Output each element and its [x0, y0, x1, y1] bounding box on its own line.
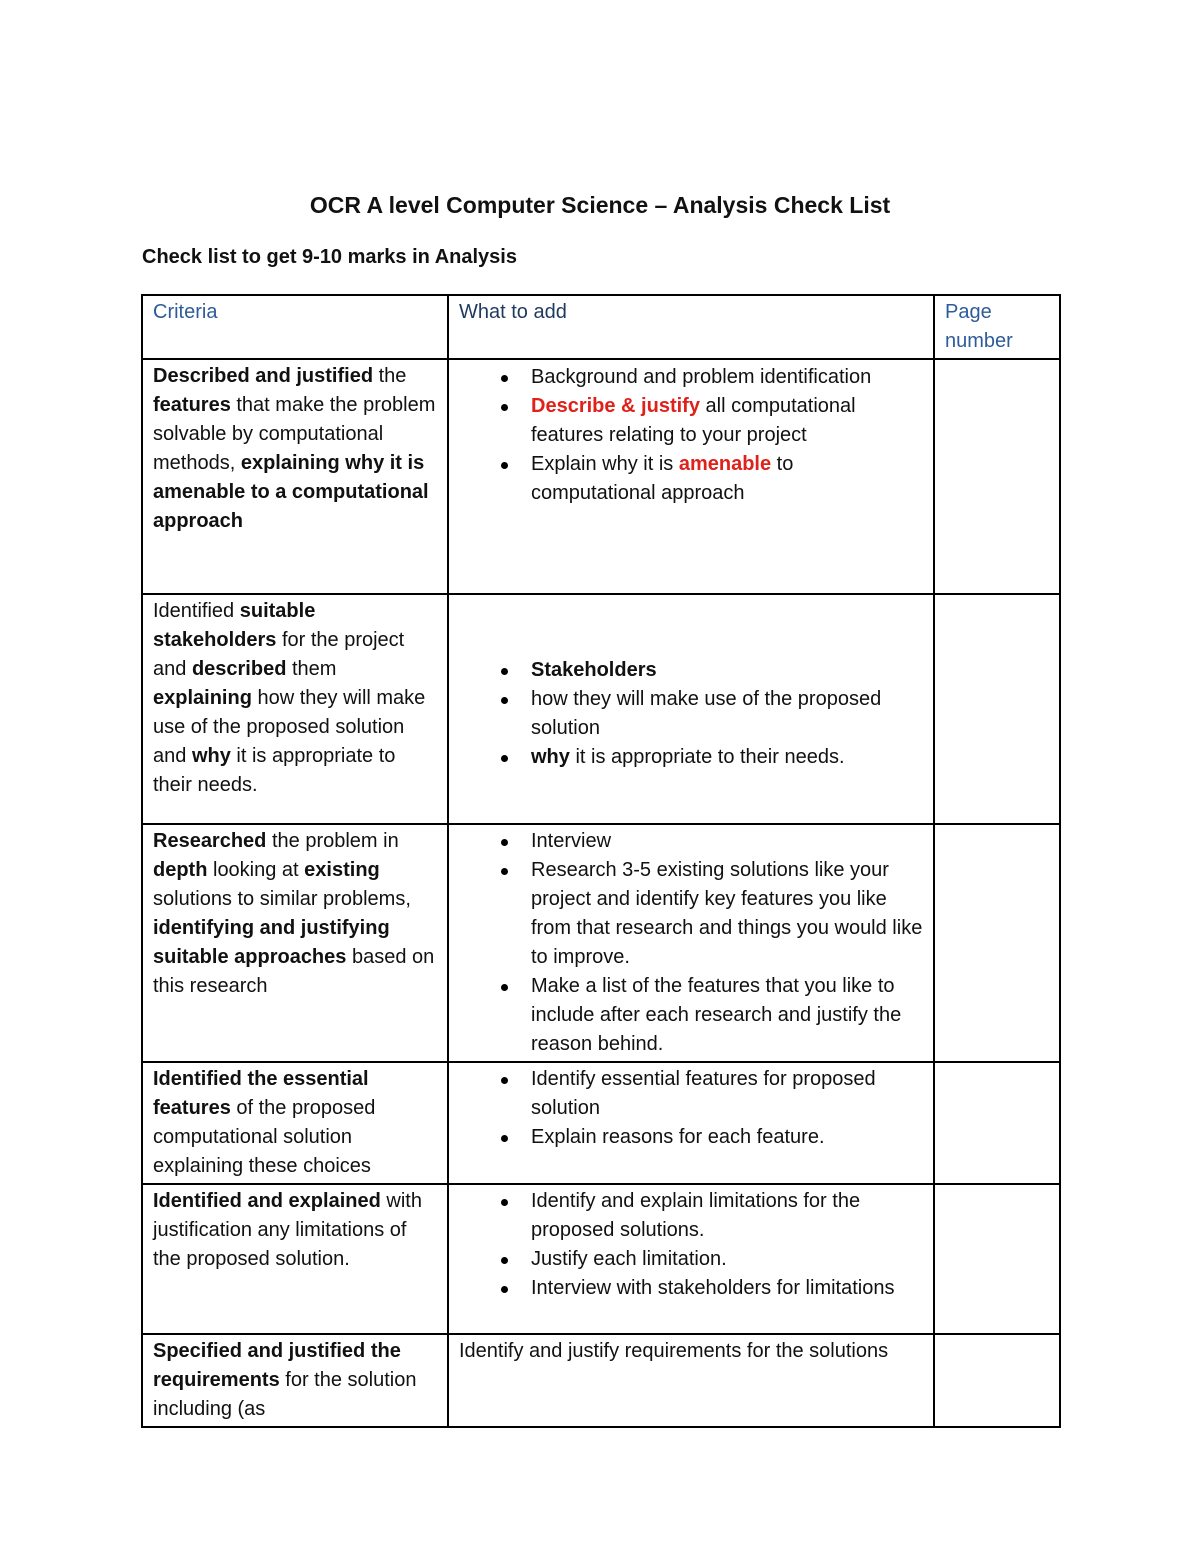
page-number-cell[interactable]: [934, 594, 1060, 824]
bold-text: why: [531, 746, 570, 768]
bold-text: explaining: [153, 687, 252, 709]
bold-text: depth: [153, 859, 208, 881]
document-subtitle: Check list to get 9-10 marks in Analysis: [142, 246, 517, 268]
bold-text: described: [191, 658, 287, 680]
criteria-cell: Specified and justified the requirements for the solution including (as: [142, 1334, 448, 1427]
header-criteria: Criteria: [142, 295, 448, 359]
list-item: Explain why it is amenable to computational approach: [531, 450, 923, 508]
what-to-add-cell: Identify and justify requirements for the solutions: [448, 1334, 934, 1427]
criteria-cell: Identified the essential features of the proposed computational solution explaining these choices: [142, 1062, 448, 1184]
bold-text: Described and justified: [153, 365, 374, 387]
page-number-cell[interactable]: [934, 1184, 1060, 1334]
list-item: Identify essential features for proposed solution: [531, 1065, 923, 1123]
bullet-list: [459, 1187, 923, 1303]
bullet-list: [459, 827, 923, 1059]
bold-text: Identified and explained: [153, 1190, 381, 1212]
bullet-list: [459, 656, 923, 772]
list-item: [531, 656, 923, 685]
document-title: OCR A level Computer Science – Analysis Check List: [309, 192, 891, 218]
list-item: Research 3-5 existing solutions like your project and identify key features you like from that research and things you would like to improve.: [531, 856, 923, 972]
list-item: how they will make use of the proposed solution: [531, 685, 923, 743]
criteria-cell: Researched the problem in depth looking at existing solutions to similar problems, identifying and justifying suitable approaches based on this research: [142, 824, 448, 1062]
page-number-cell[interactable]: [934, 824, 1060, 1062]
list-item: why it is appropriate to their needs.: [531, 743, 923, 772]
bold-text: features: [153, 394, 231, 416]
bold-text: Stakeholders: [531, 659, 657, 681]
table-row: [142, 1334, 1060, 1427]
bold-text: Researched: [153, 830, 267, 852]
list-item: Interview: [531, 827, 923, 856]
header-page-number: Page number: [934, 295, 1060, 359]
table-row: [142, 1062, 1060, 1184]
list-item: Make a list of the features that you like to include after each research and justify the reason behind.: [531, 972, 923, 1059]
highlighted-text: Describe & justify: [531, 395, 700, 417]
page-number-cell[interactable]: [934, 1062, 1060, 1184]
highlighted-text: amenable: [678, 453, 772, 475]
bold-text: explaining why it is amenable to a computational approach: [153, 452, 429, 532]
bold-text: Specified and justified the requirements: [153, 1340, 401, 1391]
page-number-cell[interactable]: [934, 359, 1060, 594]
bold-text: suitable stakeholders: [153, 600, 316, 651]
list-item: Explain reasons for each feature.: [531, 1123, 923, 1152]
header-what-to-add: What to add: [448, 295, 934, 359]
list-item: Identify and explain limitations for the proposed solutions.: [531, 1187, 923, 1245]
table-row: [142, 359, 1060, 594]
bold-text: existing: [304, 859, 380, 881]
list-item: Describe & justify all computational features relating to your project: [531, 392, 923, 450]
table-row: [142, 824, 1060, 1062]
what-to-add-cell: [448, 359, 934, 594]
bold-text: Identified the essential features: [153, 1068, 369, 1119]
table-header-row: [142, 295, 1060, 359]
bold-text: identifying and justifying suitable approaches: [153, 917, 390, 968]
table-row: [142, 594, 1060, 824]
bullet-list: [459, 1065, 923, 1152]
list-item: Interview with stakeholders for limitations: [531, 1274, 923, 1303]
criteria-cell: Identified suitable stakeholders for the project and described them explaining how they will make use of the proposed solution and why it is appropriate to their needs.: [142, 594, 448, 824]
bullet-list: [459, 363, 923, 508]
analysis-checklist-table: [141, 294, 1061, 1428]
list-item: Justify each limitation.: [531, 1245, 923, 1274]
criteria-cell: Described and justified the features that make the problem solvable by computational methods, explaining why it is amenable to a computational approach: [142, 359, 448, 594]
page-number-cell[interactable]: [934, 1334, 1060, 1427]
criteria-cell: Identified and explained with justification any limitations of the proposed solution.: [142, 1184, 448, 1334]
what-to-add-cell: [448, 824, 934, 1062]
what-to-add-cell: [448, 1184, 934, 1334]
bold-text: why: [191, 745, 231, 767]
list-item: Background and problem identification: [531, 363, 923, 392]
what-to-add-cell: [448, 1062, 934, 1184]
table-row: [142, 1184, 1060, 1334]
what-to-add-cell: [448, 594, 934, 824]
